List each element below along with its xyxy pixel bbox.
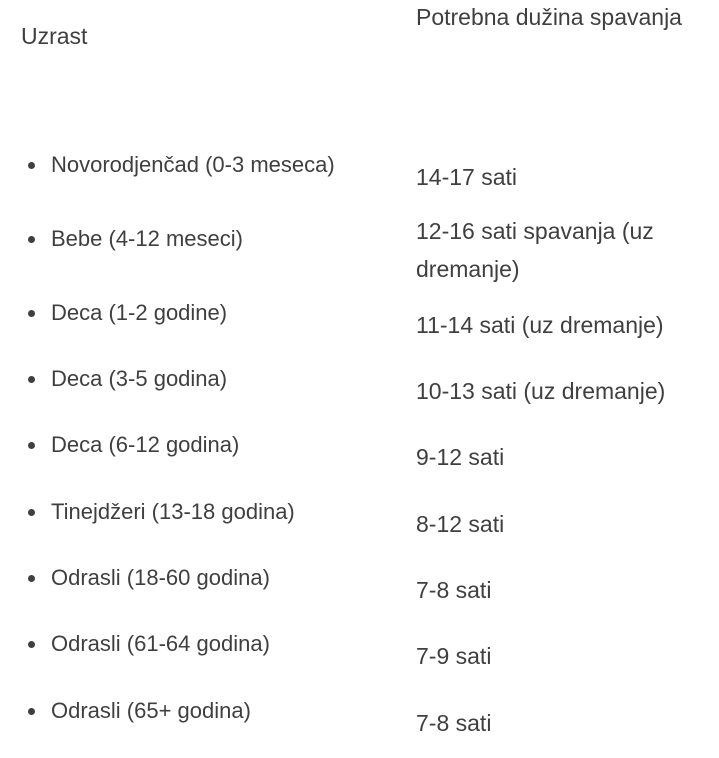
age-label: Bebe (4-12 meseci) (51, 226, 243, 251)
age-label: Odrasli (61-64 godina) (51, 631, 270, 656)
sleep-duration-label: 12-16 sati spavanja (uz dremanje) (416, 218, 654, 282)
bullet-icon (28, 376, 35, 383)
bullet-icon (28, 575, 35, 582)
age-label: Deca (6-12 godina) (51, 432, 240, 457)
age-label: Odrasli (18-60 godina) (51, 565, 270, 590)
bullet-icon (28, 442, 35, 449)
bullet-icon (28, 162, 35, 169)
sleep-duration-label: 11-14 sati (uz dremanje) (416, 312, 664, 338)
bullet-icon (28, 509, 35, 516)
age-label: Deca (1-2 godine) (51, 300, 228, 325)
bullet-icon (28, 708, 35, 715)
bullet-icon (28, 236, 35, 243)
sleep-duration-label: 10-13 sati (uz dremanje) (416, 378, 666, 404)
column-header-sleep-duration: Potrebna dužina spavanja (416, 4, 682, 30)
bullet-icon (28, 641, 35, 648)
column-header-age: Uzrast (21, 23, 88, 49)
sleep-duration-label: 7-9 sati (416, 643, 492, 669)
sleep-duration-label: 7-8 sati (416, 577, 492, 603)
bullet-icon (28, 310, 35, 317)
sleep-duration-label: 7-8 sati (416, 710, 492, 736)
age-label: Tinejdžeri (13-18 godina) (51, 499, 295, 524)
age-label: Odrasli (65+ godina) (51, 698, 251, 723)
age-label: Novorodjenčad (0-3 meseca) (51, 152, 335, 177)
sleep-duration-label: 9-12 sati (416, 444, 505, 470)
sleep-duration-label: 8-12 sati (416, 511, 505, 537)
sleep-duration-label: 14-17 sati (416, 164, 518, 190)
age-label: Deca (3-5 godina) (51, 366, 228, 391)
